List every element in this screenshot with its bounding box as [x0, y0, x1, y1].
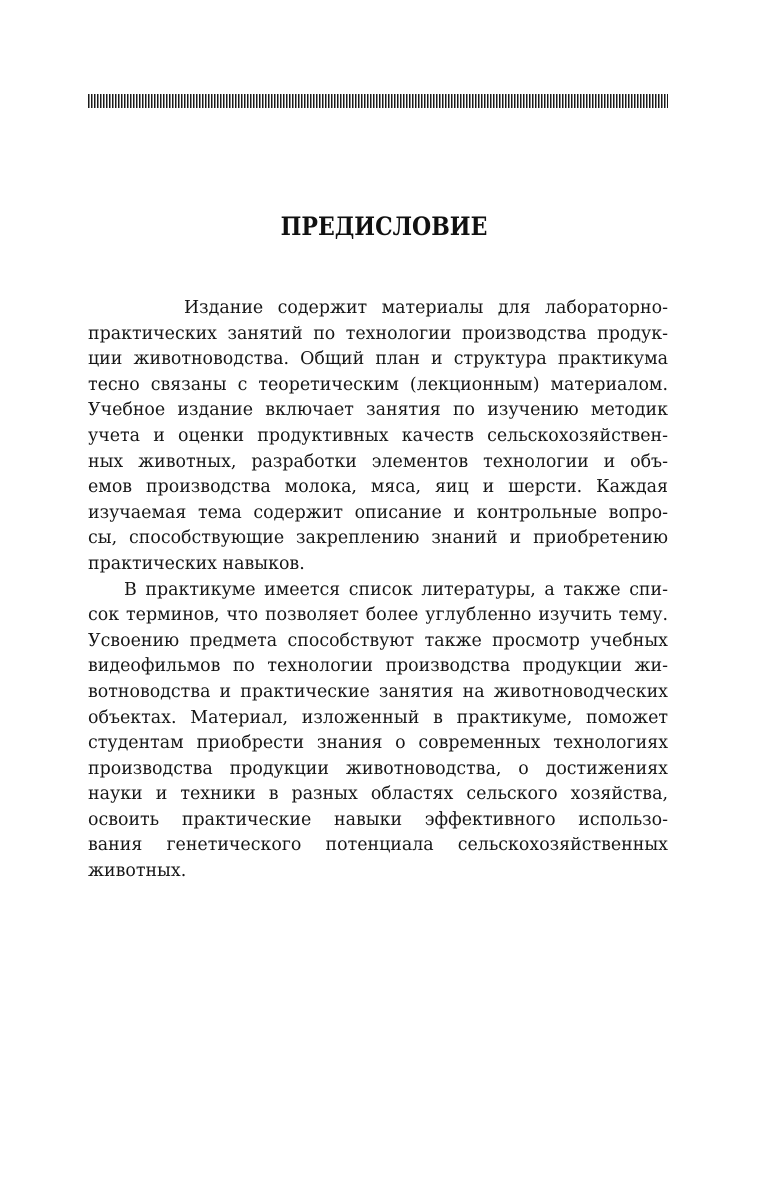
body-text — [88, 296, 668, 885]
text-line: освоить практические навыки эффективного использо- — [88, 809, 668, 830]
text-line: производства продукции животноводства, о достижениях — [88, 758, 668, 779]
page-title: ПРЕДИСЛОВИЕ — [280, 212, 488, 241]
text-line: практических занятий по технологии производства продук- — [88, 323, 668, 344]
paragraph-2 — [88, 578, 668, 885]
decorative-header-rule — [88, 94, 668, 108]
text-line: изучаемая тема содержит описание и контрольные вопро- — [88, 502, 668, 523]
text-line: вотноводства и практические занятия на животноводческих — [88, 681, 668, 702]
text-line: вания генетического потенциала сельскохозяйственных — [88, 835, 668, 856]
text-line: Учебное издание включает занятия по изучению методик — [88, 400, 668, 421]
paragraph-1 — [88, 296, 668, 578]
text-line: емов производства молока, мяса, яиц и шерсти. Каждая — [88, 477, 668, 498]
text-line: тесно связаны с теоретическим (лекционным) материалом. — [88, 374, 668, 395]
text-line: учета и оценки продуктивных качеств сельскохозяйствен- — [88, 425, 668, 446]
text-line: В практикуме имеется список литературы, а также спи- — [124, 579, 668, 600]
text-line: ции животноводства. Общий план и структура практикума — [88, 349, 668, 370]
text-line: Издание содержит материалы для лабораторно- — [184, 298, 668, 318]
text-line: сы, способствующие закреплению знаний и приобретению — [88, 528, 668, 549]
text-line: студентам приобрести знания о современных технологиях — [88, 733, 668, 754]
text-line: практических навыков. — [88, 553, 305, 574]
text-line: сок терминов, что позволяет более углубленно изучить тему. — [88, 605, 668, 626]
text-line: животных. — [88, 861, 187, 882]
text-line: ных животных, разработки элементов технологии и объ- — [88, 451, 668, 472]
text-line: Усвоению предмета способствуют также просмотр учебных — [88, 630, 668, 651]
text-line: видеофильмов по технологии производства продукции жи- — [88, 656, 668, 677]
text-line: науки и техники в разных областях сельского хозяйства, — [88, 784, 668, 805]
text-line: объектах. Материал, изложенный в практикуме, поможет — [88, 707, 668, 728]
